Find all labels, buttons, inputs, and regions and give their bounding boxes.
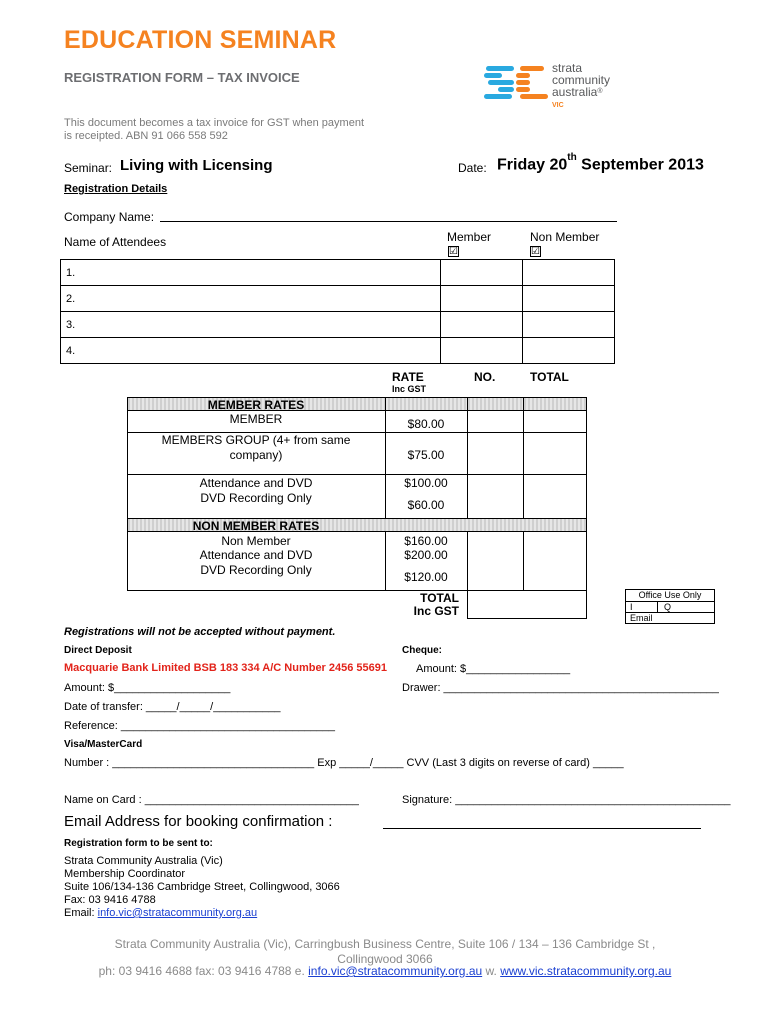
office-use-iq-row (626, 601, 714, 612)
attendees-table (60, 259, 615, 364)
nonmember-checkbox[interactable]: ☑ (531, 246, 540, 257)
gst-note (64, 117, 404, 143)
attendee-number: 1. (66, 266, 76, 279)
footer-email-link[interactable]: info.vic@stratacommunity.org.au (308, 964, 483, 978)
sca-logo-icon (484, 60, 550, 104)
attendee-row (61, 312, 615, 338)
cheque-heading: Cheque: (402, 645, 442, 656)
send-to-address (64, 855, 340, 920)
address-line: Suite 106/134-136 Cambridge Street, Collingwood, 3066 (64, 881, 340, 893)
company-name-field[interactable] (160, 221, 617, 222)
grand-total-sub: Inc GST (413, 604, 459, 618)
office-use-email: Email (626, 612, 714, 623)
logo-vic: VIC (552, 102, 564, 109)
member-column-header: Member (447, 230, 492, 244)
confirmation-email-field[interactable] (383, 828, 701, 829)
grand-total-label: TOTAL (420, 591, 459, 605)
address-email-link[interactable]: info.vic@stratacommunity.org.au (97, 907, 258, 919)
footer-web-link[interactable]: www.vic.stratacommunity.org.au (500, 964, 672, 978)
seminar-value: Living with Licensing (120, 157, 273, 174)
attendee-member-cell[interactable] (441, 312, 523, 338)
member-checkbox[interactable]: ☑ (449, 246, 458, 257)
attendee-name-cell[interactable] (61, 312, 441, 338)
logo-reg-mark: ® (597, 88, 603, 95)
address-line: Membership Coordinator (64, 868, 186, 880)
office-use-q: Q (664, 602, 672, 612)
logo-wordmark (552, 62, 610, 98)
attendee-member-cell[interactable] (441, 286, 523, 312)
confirmation-email-label: Email Address for booking confirmation : (64, 813, 333, 830)
payment-warning: Registrations will not be accepted without payment. (64, 626, 336, 638)
nonmember-column-header: Non Member (530, 230, 600, 244)
rate-price-group: $75.00 (407, 448, 445, 462)
attendee-nonmember-cell[interactable] (523, 286, 615, 312)
card-heading: Visa/MasterCard (64, 739, 143, 750)
address-line: Strata Community Australia (Vic) (64, 855, 223, 867)
grand-total-box[interactable] (467, 590, 587, 619)
address-email-label: Email: (64, 907, 98, 919)
attendee-nonmember-cell[interactable] (523, 338, 615, 364)
footer-w: w. (482, 964, 501, 978)
rate-label-member-dvd: Attendance and DVD (199, 476, 313, 490)
logo-stripes-c (516, 66, 548, 99)
footer-contact (0, 964, 770, 978)
page-title: EDUCATION SEMINAR (64, 26, 337, 54)
gst-note-line2: is receipted. ABN 91 066 558 592 (64, 130, 228, 142)
office-use-i: I (626, 602, 658, 612)
direct-deposit-heading: Direct Deposit (64, 645, 132, 656)
attendee-nonmember-cell[interactable] (523, 312, 615, 338)
rate-price-member-dvd: $100.00 (404, 476, 448, 490)
date-rest: September 2013 (576, 156, 704, 174)
logo-line1: strata (552, 61, 583, 75)
deposit-amount-field[interactable]: Amount: $___________________ (64, 682, 231, 694)
number-header: NO. (474, 370, 496, 384)
rate-label-nonmember-dvd: Attendance and DVD (199, 548, 313, 562)
drawer-field[interactable]: Drawer: _____________________________________________ (402, 682, 719, 694)
logo-line2: community (552, 73, 611, 87)
address-line: Fax: 03 9416 4788 (64, 894, 156, 906)
date-value (497, 152, 704, 174)
logo-line3: australia (552, 85, 598, 99)
rate-price-nonmember: $160.00 (404, 534, 448, 548)
attendee-number: 4. (66, 344, 76, 357)
attendee-member-cell[interactable] (441, 338, 523, 364)
office-use-box (625, 589, 715, 624)
rate-price-member: $80.00 (407, 417, 445, 431)
attendee-row (61, 260, 615, 286)
office-use-heading: Office Use Only (638, 590, 702, 600)
logo-line3-wrap (552, 86, 610, 98)
footer-phone: ph: 03 9416 4688 fax: 03 9416 4788 e. (98, 964, 309, 978)
rate-label-member-dvd-only: DVD Recording Only (200, 491, 312, 505)
attendee-name-cell[interactable] (61, 260, 441, 286)
footer-address (0, 937, 770, 967)
rate-price-nonmember-dvd-only: $120.00 (404, 570, 448, 584)
cheque-amount-field[interactable]: Amount: $_________________ (416, 663, 571, 675)
rate-label-nonmember-dvd-only: DVD Recording Only (200, 563, 312, 577)
attendee-row (61, 338, 615, 364)
logo-stripes-s (484, 66, 514, 99)
transfer-date-field[interactable]: Date of transfer: _____/_____/___________ (64, 701, 281, 713)
rate-label-member: MEMBER (229, 412, 283, 426)
gst-note-line1: This document becomes a tax invoice for GST when payment (64, 117, 364, 129)
attendee-number: 3. (66, 318, 76, 331)
member-rates-heading: MEMBER RATES (207, 398, 305, 412)
card-number-field[interactable]: Number : _________________________________ Exp _____/_____ CVV (Last 3 digits on reverse of card) _____ (64, 757, 624, 769)
nonmember-rates-heading: NON MEMBER RATES (192, 519, 320, 533)
name-on-card-field[interactable]: Name on Card : ___________________________________ (64, 794, 359, 806)
attendee-name-cell[interactable] (61, 286, 441, 312)
send-to-heading: Registration form to be sent to: (64, 838, 213, 849)
company-label: Company Name: (64, 210, 155, 224)
attendee-nonmember-cell[interactable] (523, 260, 615, 286)
bank-details: Macquarie Bank Limited BSB 183 334 A/C Number 2456 55691 (64, 662, 388, 674)
rate-label-nonmember: Non Member (221, 534, 291, 548)
rate-sub-header: Inc GST (392, 384, 427, 394)
footer-line1: Strata Community Australia (Vic), Carringbush Business Centre, Suite 106 / 134 – 136 Cambridge St , (114, 937, 656, 951)
total-header: TOTAL (530, 370, 569, 384)
date-suffix: th (567, 152, 577, 163)
rate-label-group: MEMBERS GROUP (4+ from same company) (161, 433, 351, 462)
rate-header: RATE (392, 370, 424, 384)
attendee-number: 2. (66, 292, 76, 305)
reference-field[interactable]: Reference: ___________________________________ (64, 720, 335, 732)
footer-line2: Collingwood 3066 (337, 952, 433, 966)
date-label: Date: (458, 161, 487, 175)
attendee-row (61, 286, 615, 312)
attendee-member-cell[interactable] (441, 260, 523, 286)
attendees-label: Name of Attendees (64, 235, 167, 249)
rate-price-member-dvd-only: $60.00 (407, 498, 445, 512)
attendee-name-cell[interactable] (61, 338, 441, 364)
page-subtitle: REGISTRATION FORM – TAX INVOICE (64, 70, 300, 85)
rate-price-nonmember-dvd: $200.00 (404, 548, 448, 562)
signature-field[interactable]: Signature: _____________________________________________ (402, 794, 731, 806)
registration-heading: Registration Details (64, 183, 168, 195)
row-divider (127, 474, 587, 475)
date-day: Friday 20 (497, 156, 568, 174)
seminar-label: Seminar: (64, 161, 113, 175)
address-email-line (64, 907, 340, 920)
